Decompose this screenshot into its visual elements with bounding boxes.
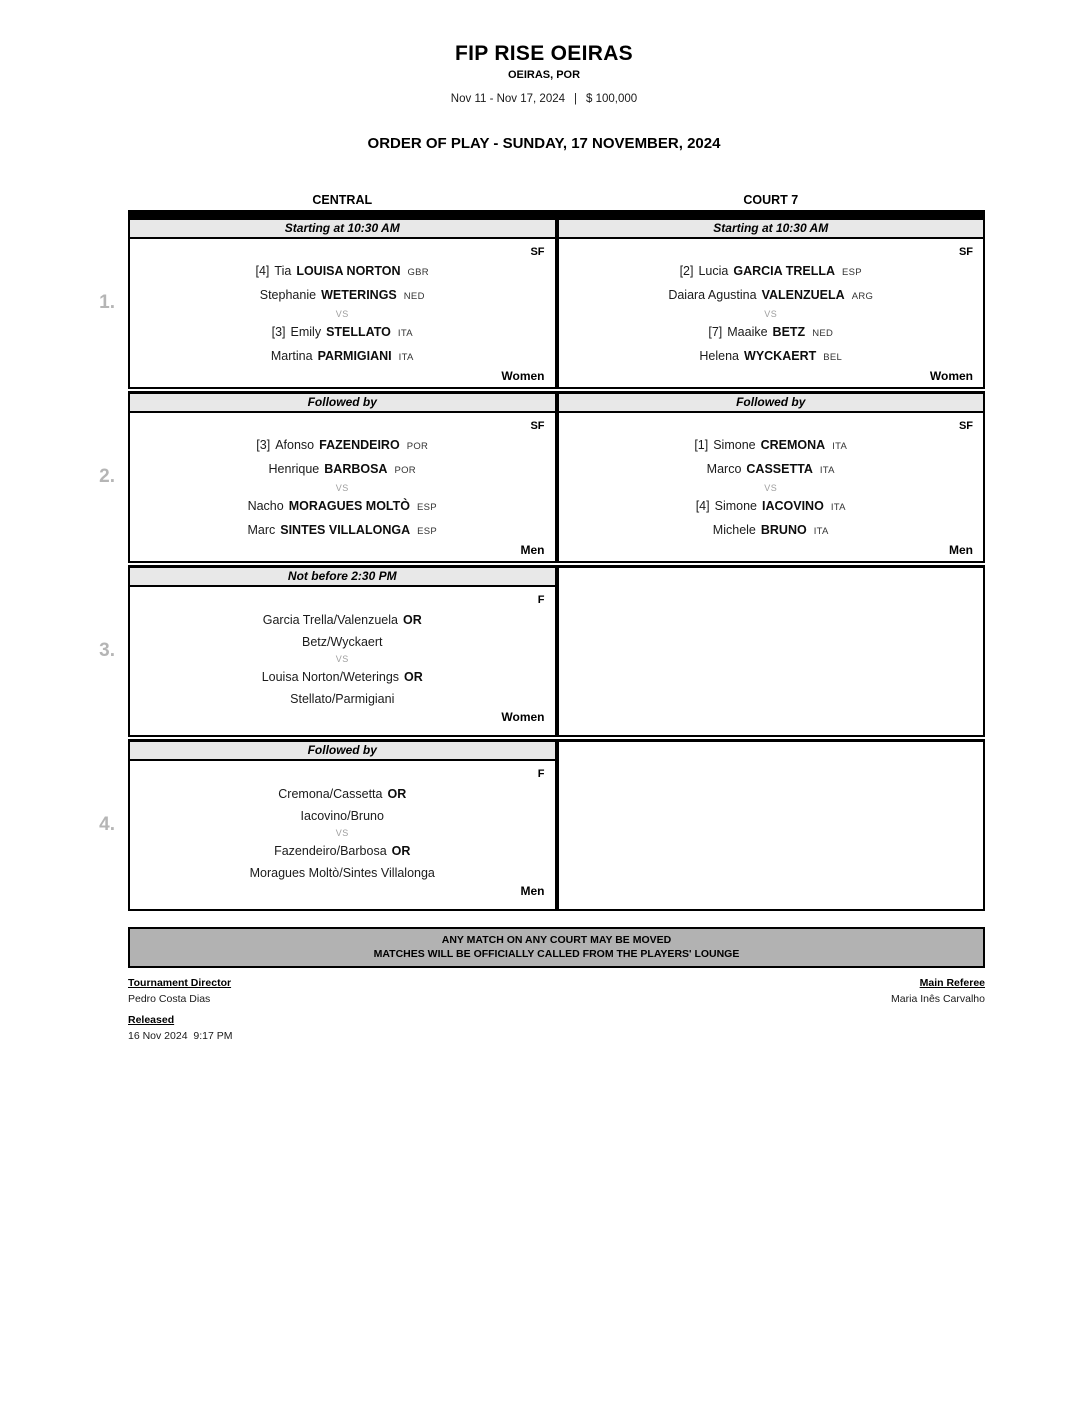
officials-row <box>128 977 985 1005</box>
player-name: Fazendeiro/Barbosa <box>274 843 387 858</box>
tournament-title: FIP RISE OEIRAS <box>455 42 633 65</box>
seed-label: [1] <box>694 438 709 452</box>
round-label: SF <box>958 420 973 432</box>
country-code: GBR <box>407 267 429 278</box>
player-surname: STELLATO <box>326 325 391 339</box>
player-line <box>130 519 555 543</box>
match-card <box>557 239 986 389</box>
schedule-row <box>0 565 985 737</box>
pipe-separator: | <box>574 93 578 105</box>
court-labels <box>128 193 985 207</box>
court7-column-cell <box>557 565 986 737</box>
country-code: ITA <box>819 465 835 476</box>
category-label: Men <box>520 543 545 557</box>
player-surname: LOUISA NORTON <box>296 264 401 278</box>
player-line <box>130 805 555 827</box>
category-label: Men <box>949 543 973 557</box>
player-surname: OR <box>391 843 411 858</box>
player-surname: WETERINGS <box>321 288 397 302</box>
vs-label: VS <box>335 483 349 493</box>
player-surname: SINTES VILLALONGA <box>280 523 411 537</box>
notice-line-2: MATCHES WILL BE OFFICIALLY CALLED FROM THE PLAYERS' LOUNGE <box>373 948 740 960</box>
player-surname: BETZ <box>772 325 806 339</box>
country-code: POR <box>406 441 429 452</box>
doc-footer <box>128 977 985 1042</box>
player-line <box>130 666 555 688</box>
seed-label: [7] <box>708 325 723 339</box>
player-line <box>559 345 984 369</box>
teams-block <box>130 782 555 884</box>
player-name: Stephanie <box>259 288 317 302</box>
country-code: NED <box>403 291 425 302</box>
category-label: Women <box>501 369 545 383</box>
released-block <box>128 1014 985 1042</box>
player-name: Afonso <box>275 438 315 452</box>
country-code: ITA <box>398 352 414 363</box>
player-line <box>559 495 984 519</box>
country-code: ESP <box>842 267 862 278</box>
player-line <box>559 519 984 543</box>
schedule-row <box>0 739 985 911</box>
match-slot <box>557 217 986 389</box>
player-line <box>130 260 555 284</box>
teams-block <box>130 260 555 369</box>
round-label: SF <box>530 420 545 432</box>
row-number: 3. <box>99 640 115 661</box>
player-name: Stellato/Parmigiani <box>290 691 395 706</box>
notice-line-1: ANY MATCH ON ANY COURT MAY BE MOVED <box>441 934 672 946</box>
teams-block <box>130 434 555 543</box>
player-name: Cremona/Cassetta <box>278 786 383 801</box>
player-name: Garcia Trella/Valenzuela <box>262 612 398 627</box>
tournament-director-block <box>128 977 231 1005</box>
category-label: Women <box>501 710 545 724</box>
match-time-header: Starting at 10:30 AM <box>557 217 986 239</box>
player-surname: MORAGUES MOLTÒ <box>288 499 410 513</box>
tournament-dates-line <box>0 93 1088 105</box>
player-surname: IACOVINO <box>762 499 824 513</box>
seed-label: [4] <box>255 264 270 278</box>
player-surname: OR <box>387 786 407 801</box>
country-code: ITA <box>397 328 413 339</box>
player-name: Marc <box>247 523 276 537</box>
player-line <box>130 495 555 519</box>
player-line <box>130 321 555 345</box>
match-time-header: Followed by <box>128 739 557 761</box>
player-name: Henrique <box>268 462 320 476</box>
court-label-court7: COURT 7 <box>743 193 799 207</box>
central-column-cell <box>128 391 557 563</box>
player-name: Lucia <box>698 264 729 278</box>
court-label-central: CENTRAL <box>312 193 373 207</box>
match-card <box>557 413 986 563</box>
vs-label: VS <box>335 309 349 319</box>
released-label: Released <box>128 1014 175 1026</box>
row-number: 4. <box>99 814 115 835</box>
category-label: Men <box>520 884 545 898</box>
teams-block <box>130 608 555 710</box>
player-line <box>130 783 555 805</box>
vs-label: VS <box>335 827 349 838</box>
vs-label: VS <box>335 653 349 664</box>
teams-block <box>559 260 984 369</box>
tournament-director-name: Pedro Costa Dias <box>128 993 211 1005</box>
empty-court-slot <box>557 739 986 911</box>
seed-label: [3] <box>271 325 286 339</box>
player-name: Martina <box>270 349 313 363</box>
player-surname: WYCKAERT <box>744 349 817 363</box>
match-card <box>128 239 557 389</box>
country-code: NED <box>812 328 834 339</box>
seed-label: [4] <box>695 499 710 513</box>
empty-court-slot <box>557 565 986 737</box>
player-surname: OR <box>403 612 422 627</box>
player-surname: GARCIA TRELLA <box>733 264 835 278</box>
player-surname: VALENZUELA <box>761 288 845 302</box>
player-name: Daiara Agustina <box>668 288 757 302</box>
player-surname: CASSETTA <box>746 462 813 476</box>
player-surname: OR <box>404 669 423 684</box>
date-range: Nov 11 - Nov 17, 2024 <box>450 93 566 105</box>
round-label: SF <box>958 246 973 258</box>
match-slot <box>128 739 557 911</box>
player-name: Emily <box>290 325 322 339</box>
player-line <box>130 688 555 710</box>
match-time-header: Not before 2:30 PM <box>128 565 557 587</box>
player-line <box>130 862 555 884</box>
seed-label: [3] <box>256 438 271 452</box>
table-top-bar <box>128 210 985 217</box>
round-label: SF <box>530 246 545 258</box>
player-name: Simone <box>714 499 757 513</box>
vs-label: VS <box>764 309 778 319</box>
prize-money: $ 100,000 <box>586 93 638 105</box>
released-datetime: 16 Nov 2024 9:17 PM <box>128 1030 233 1042</box>
match-card <box>128 413 557 563</box>
court7-column-cell <box>557 217 986 389</box>
country-code: ITA <box>813 526 829 537</box>
player-surname: BARBOSA <box>324 462 388 476</box>
central-column-cell <box>128 739 557 911</box>
match-slot <box>128 391 557 563</box>
player-name: Marco <box>706 462 742 476</box>
player-line <box>130 631 555 653</box>
schedule-row <box>0 391 985 563</box>
schedule-table <box>0 217 985 911</box>
central-column-cell <box>128 565 557 737</box>
match-card <box>128 761 557 911</box>
central-column-cell <box>128 217 557 389</box>
country-code: ESP <box>417 526 438 537</box>
category-label: Women <box>929 369 973 383</box>
round-label: F <box>537 594 545 606</box>
player-name: Maaike <box>727 325 768 339</box>
player-name: Helena <box>699 349 740 363</box>
player-line <box>559 321 984 345</box>
court7-column-cell <box>557 739 986 911</box>
player-line <box>130 345 555 369</box>
tournament-director-label: Tournament Director <box>128 977 232 989</box>
match-slot <box>128 565 557 737</box>
seed-label: [2] <box>679 264 694 278</box>
country-code: ITA <box>832 441 848 452</box>
row-number: 1. <box>99 292 115 313</box>
main-referee-label: Main Referee <box>919 977 985 989</box>
player-name: Moragues Moltò/Sintes Villalonga <box>249 865 435 880</box>
teams-block <box>559 434 984 543</box>
player-name: Louisa Norton/Weterings <box>261 669 400 684</box>
match-time-header: Starting at 10:30 AM <box>128 217 557 239</box>
player-line <box>130 840 555 862</box>
country-code: BEL <box>823 352 843 363</box>
player-line <box>559 284 984 308</box>
order-of-play-title: ORDER OF PLAY - SUNDAY, 17 NOVEMBER, 2024 <box>367 135 721 152</box>
country-code: ITA <box>830 502 846 513</box>
tournament-location: OEIRAS, POR <box>507 69 581 81</box>
main-referee-block <box>891 977 985 1005</box>
main-referee-name: Maria Inês Carvalho <box>891 993 985 1005</box>
player-line <box>559 260 984 284</box>
player-name: Nacho <box>247 499 284 513</box>
player-line <box>559 458 984 482</box>
match-time-header: Followed by <box>128 391 557 413</box>
player-name: Tia <box>274 264 292 278</box>
schedule-row <box>0 217 985 389</box>
country-code: ESP <box>417 502 437 513</box>
player-name: Iacovino/Bruno <box>300 808 384 823</box>
country-code: POR <box>394 465 416 476</box>
player-line <box>130 434 555 458</box>
doc-header <box>0 0 1088 152</box>
row-number: 2. <box>99 466 115 487</box>
court7-column-cell <box>557 391 986 563</box>
match-card <box>128 587 557 737</box>
player-line <box>130 609 555 631</box>
match-slot <box>557 391 986 563</box>
player-surname: PARMIGIANI <box>317 349 392 363</box>
player-name: Betz/Wyckaert <box>302 634 383 649</box>
player-line <box>130 284 555 308</box>
match-time-header: Followed by <box>557 391 986 413</box>
notice-banner <box>128 927 985 968</box>
player-surname: CREMONA <box>760 438 826 452</box>
vs-label: VS <box>764 483 778 493</box>
round-label: F <box>537 768 545 780</box>
match-slot <box>128 217 557 389</box>
player-surname: FAZENDEIRO <box>319 438 400 452</box>
country-code: ARG <box>851 291 874 302</box>
player-line <box>130 458 555 482</box>
player-line <box>559 434 984 458</box>
player-name: Michele <box>712 523 756 537</box>
player-name: Simone <box>713 438 756 452</box>
player-surname: BRUNO <box>760 523 807 537</box>
